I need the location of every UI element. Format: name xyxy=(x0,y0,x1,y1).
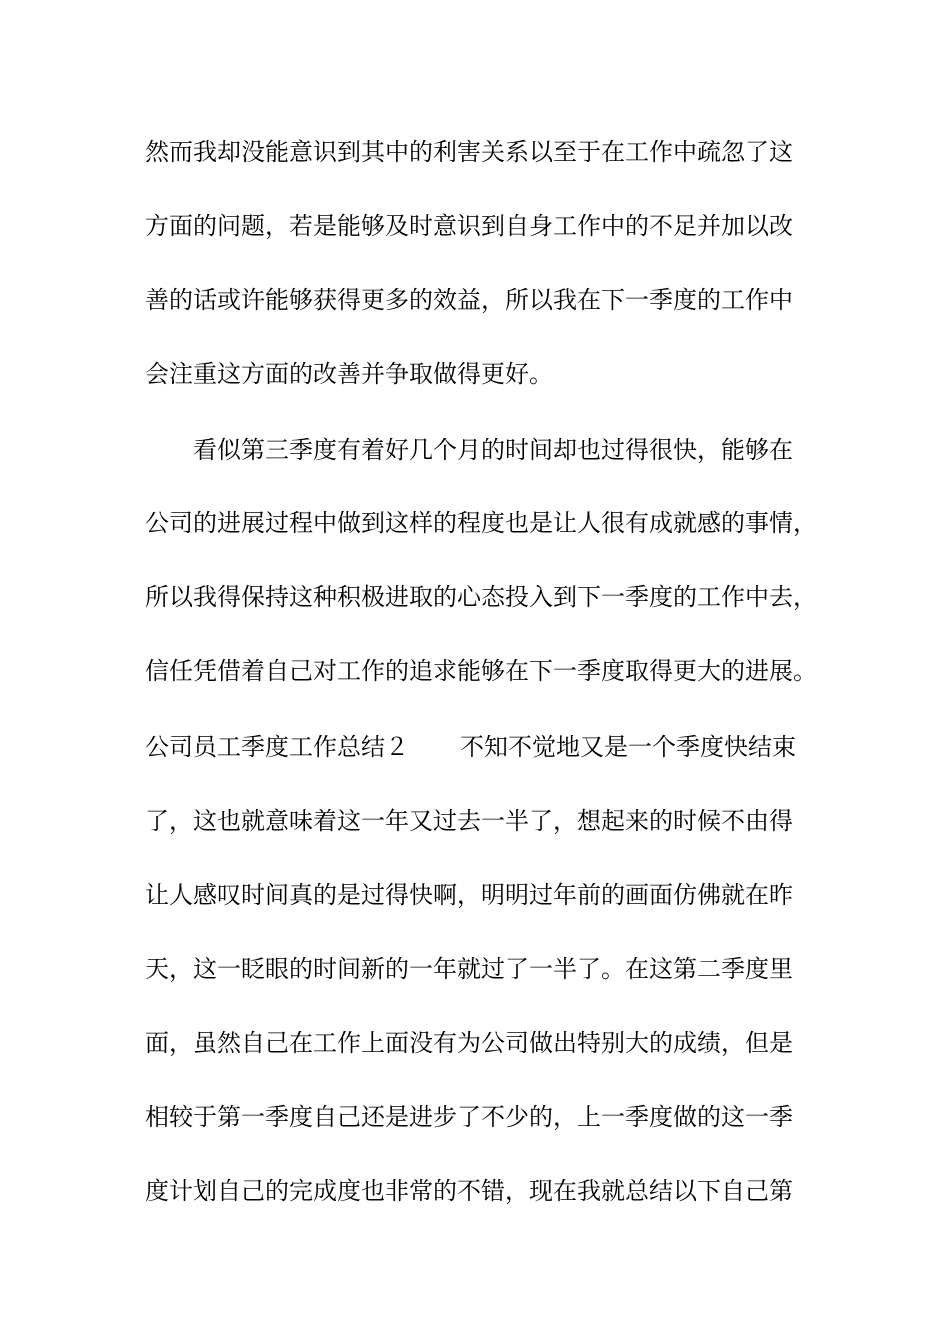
paragraph-line: 相较于第一季度自己还是进步了不少的，上一季度做的这一季 xyxy=(145,1103,793,1131)
paragraph-line: 然而我却没能意识到其中的利害关系以至于在工作中疏忽了这 xyxy=(145,138,793,166)
paragraph-line: 公司的进展过程中做到这样的程度也是让人很有成就感的事情， xyxy=(145,509,817,537)
paragraph-line: 会注重这方面的改善并争取做得更好。 xyxy=(145,360,553,388)
paragraph-line: 天，这一眨眼的时间新的一年就过了一半了。在这第二季度里 xyxy=(145,955,793,983)
paragraph-line: 信任凭借着自己对工作的追求能够在下一季度取得更大的进展。 xyxy=(145,657,817,685)
paragraph-line: 让人感叹时间真的是过得快啊，明明过年前的画面仿佛就在昨 xyxy=(145,881,793,909)
paragraph-line: 度计划自己的完成度也非常的不错，现在我就总结以下自己第 xyxy=(145,1177,793,1205)
paragraph-line: 方面的问题，若是能够及时意识到自身工作中的不足并加以改 xyxy=(145,212,793,240)
paragraph-line: 善的话或许能够获得更多的效益，所以我在下一季度的工作中 xyxy=(145,286,793,314)
section-title: 公司员工季度工作总结２ xyxy=(145,733,409,761)
paragraph-line: 所以我得保持这种积极进取的心态投入到下一季度的工作中去， xyxy=(145,583,817,611)
paragraph-line: 看似第三季度有着好几个月的时间却也过得很快，能够在 xyxy=(193,436,793,464)
paragraph-line: 了，这也就意味着这一年又过去一半了，想起来的时候不由得 xyxy=(145,807,793,835)
paragraph-line: 面，虽然自己在工作上面没有为公司做出特别大的成绩，但是 xyxy=(145,1029,793,1057)
paragraph-line: 不知不觉地又是一个季度快结束 xyxy=(460,733,796,761)
